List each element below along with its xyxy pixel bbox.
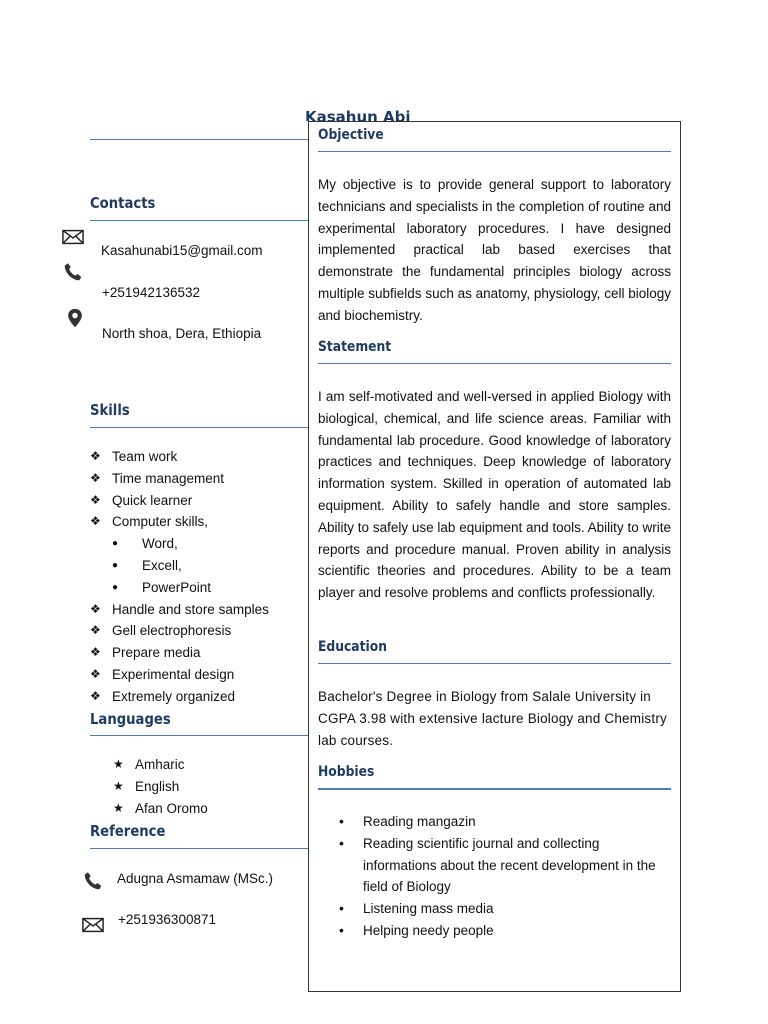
envelope-icon	[58, 222, 88, 252]
star-bullet-icon: ★	[113, 757, 124, 771]
skill-text: Word,	[142, 536, 178, 552]
skill-text: Handle and store samples	[112, 601, 269, 617]
star-bullet-icon: ★	[113, 778, 124, 793]
contact-phone[interactable]: +251942136532	[102, 285, 200, 300]
phone-icon	[58, 257, 88, 287]
diamond-bullet-icon: ❖	[90, 688, 101, 703]
contacts-divider	[90, 220, 308, 221]
reference-name: Adugna Asmamaw (MSc.)	[117, 871, 274, 886]
reference-divider	[90, 848, 308, 849]
envelope-icon	[78, 910, 108, 940]
language-item	[113, 776, 303, 798]
skill-item	[90, 577, 305, 599]
skill-item	[90, 490, 305, 512]
diamond-bullet-icon: ❖	[90, 645, 101, 660]
skill-item	[90, 664, 305, 686]
language-item	[113, 754, 303, 776]
skill-text: Experimental design	[112, 666, 235, 682]
skill-item	[90, 686, 305, 708]
diamond-bullet-icon: ❖	[90, 449, 101, 463]
statement-divider	[318, 363, 671, 364]
diamond-bullet-icon: ❖	[90, 601, 101, 616]
skill-text: Time management	[112, 470, 225, 486]
objective-title: Objective	[318, 127, 384, 143]
skill-text: Quick learner	[112, 492, 193, 508]
diamond-bullet-icon: ❖	[90, 470, 101, 485]
languages-title: Languages	[90, 710, 171, 728]
hobbies-list	[318, 811, 674, 942]
diamond-bullet-icon: ❖	[90, 623, 101, 638]
hobby-item: • Reading scientific journal and collecting informations about the recent development in the field of Biology	[318, 833, 674, 898]
skill-item	[90, 642, 305, 664]
diamond-bullet-icon: ❖	[90, 514, 101, 529]
languages-divider	[90, 735, 308, 736]
bullet-dot-icon: ●	[112, 559, 119, 571]
contacts-title: Contacts	[90, 194, 156, 212]
skill-text: Excell,	[142, 557, 182, 573]
hobby-item: • Reading mangazin	[318, 811, 674, 833]
star-bullet-icon: ★	[113, 800, 124, 815]
language-item	[113, 798, 303, 820]
skill-item	[90, 533, 305, 555]
hobby-item: • Listening mass media	[318, 898, 674, 920]
reference-phone[interactable]: +251936300871	[118, 912, 216, 927]
skill-text: Prepare media	[112, 645, 201, 661]
education-divider	[318, 663, 671, 664]
hobbies-title: Hobbies	[318, 764, 375, 780]
resume-name: Kasahun Abi	[305, 108, 411, 121]
skill-text: Gell electrophoresis	[112, 623, 232, 639]
skill-item	[90, 599, 305, 621]
language-text: Amharic	[135, 757, 185, 772]
contact-location: North shoa, Dera, Ethiopia	[102, 326, 262, 341]
hobby-item: • Helping needy people	[318, 920, 674, 942]
bullet-dot-icon: ●	[112, 538, 119, 550]
skills-divider	[90, 427, 308, 428]
skill-text: Computer skills,	[112, 514, 209, 530]
diamond-bullet-icon: ❖	[90, 492, 101, 507]
languages-list	[113, 754, 303, 819]
bullet-dot-icon: ●	[112, 581, 119, 593]
skill-item	[90, 468, 305, 490]
objective-divider	[318, 151, 671, 152]
skills-list	[90, 446, 305, 708]
phone-icon	[78, 866, 108, 896]
reference-title: Reference	[90, 822, 166, 840]
hobbies-divider	[318, 788, 671, 790]
skill-item	[90, 555, 305, 577]
education-title: Education	[318, 639, 387, 655]
statement-text: I am self-motivated and well-versed in applied Biology with biological, chemical, and life science areas. Familiar with fundamental lab procedure. Good knowledge of laboratory practices and techniques. Deep knowledge of laboratory information system. Skilled in operation of automated lab equipment. Ability to safely handle and store samples. Ability to safely use lab equipment and tools. Ability to write reports and procedure manual. Proven ability in analysis scientific theories and procedures. Ability to be a team player and resolve problems and conflicts professionally.	[318, 389, 671, 601]
location-pin-icon	[60, 303, 90, 333]
statement-title: Statement	[318, 339, 392, 355]
skill-text: PowerPoint	[142, 579, 212, 595]
skill-item	[90, 446, 305, 468]
skill-text: Extremely organized	[112, 688, 236, 704]
language-text: Afan Oromo	[135, 800, 208, 816]
skill-text: Team work	[112, 449, 178, 464]
skill-item	[90, 511, 305, 533]
objective-text: My objective is to provide general support to laboratory technicians and specialists in the completion of routine and experimental laboratory procedures. I have designed implemented practical lab based exercises that demonstrate the fundamental principles biology across multiple subfields such as anatomy, physiology, cell biology and biochemistry.	[318, 177, 671, 323]
skill-item	[90, 620, 305, 642]
name-divider	[90, 139, 308, 140]
education-text: Bachelor's Degree in Biology from Salale University in CGPA 3.98 with extensive lacture Biology and Chemistry lab courses.	[318, 689, 667, 748]
language-text: English	[135, 778, 180, 794]
contact-email[interactable]: Kasahunabi15@gmail.com	[101, 243, 263, 258]
skills-title: Skills	[90, 401, 130, 419]
diamond-bullet-icon: ❖	[90, 666, 101, 681]
